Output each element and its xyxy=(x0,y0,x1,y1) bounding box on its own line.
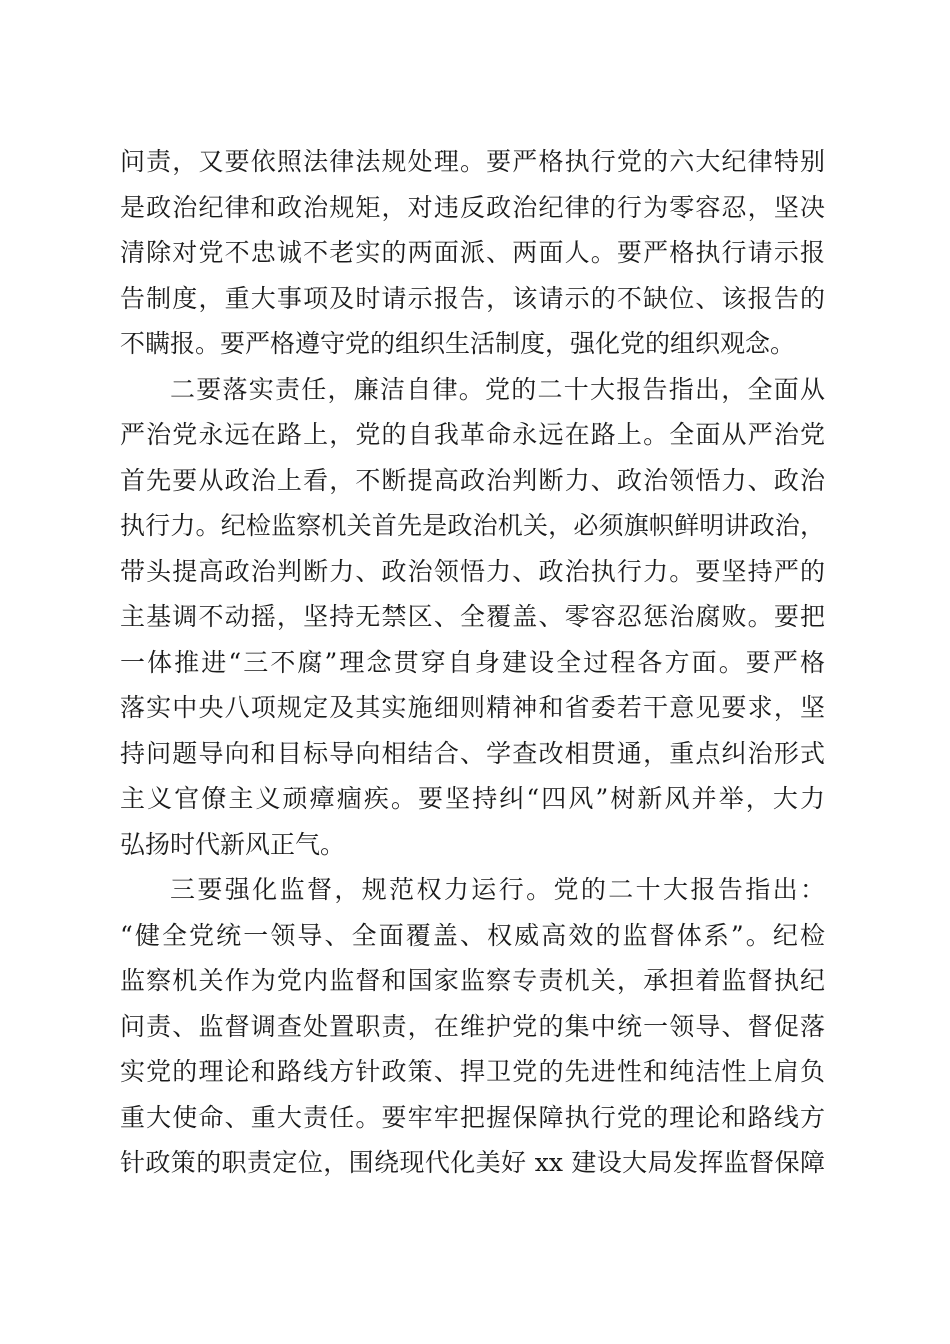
text-line: 落实中央八项规定及其实施细则精神和省委若干意见要求，坚 xyxy=(120,693,825,722)
text-line: 弘扬时代新风正气。 xyxy=(120,829,346,859)
text-line: 告制度，重大事项及时请示报告，该请示的不缺位、该报告的 xyxy=(120,283,825,313)
text-line: 二要落实责任，廉洁自律。党的二十大报告指出，全面从 xyxy=(170,374,825,404)
document-body xyxy=(120,139,825,1186)
text-line: 主义官僚主义顽瘴痼疾。要坚持纠“四风”树新风并举，大力 xyxy=(120,784,825,813)
text-line: 监察机关作为党内监督和国家监察专责机关，承担着监督执纪 xyxy=(120,966,825,995)
text-line: 实党的理论和路线方针政策、捍卫党的先进性和纯洁性上肩负 xyxy=(120,1057,825,1086)
text-line: 首先要从政治上看，不断提高政治判断力、政治领悟力、政治 xyxy=(120,465,825,495)
text-line: 针政策的职责定位，围绕现代化美好 xx 建设大局发挥监督保障 xyxy=(120,1148,825,1177)
text-line: 带头提高政治判断力、政治领悟力、政治执行力。要坚持严的 xyxy=(120,556,825,586)
text-line: 是政治纪律和政治规矩，对违反政治纪律的行为零容忍，坚决 xyxy=(120,192,825,222)
text-line: 重大使命、重大责任。要牢牢把握保障执行党的理论和路线方 xyxy=(120,1102,825,1132)
text-line: 清除对党不忠诚不老实的两面派、两面人。要严格执行请示报 xyxy=(120,238,825,267)
text-line: 问责，又要依照法律法规处理。要严格执行党的六大纪律特别 xyxy=(120,147,825,176)
text-line: 持问题导向和目标导向相结合、学查改相贯通，重点纠治形式 xyxy=(120,738,825,768)
text-line: 严治党永远在路上，党的自我革命永远在路上。全面从严治党 xyxy=(120,420,825,449)
text-line: 三要强化监督，规范权力运行。党的二十大报告指出： xyxy=(170,875,825,904)
text-line: 一体推进“三不腐”理念贯穿自身建设全过程各方面。要严格 xyxy=(120,647,825,677)
text-line: 问责、监督调查处置职责，在维护党的集中统一领导、督促落 xyxy=(120,1011,825,1041)
text-line: “健全党统一领导、全面覆盖、权威高效的监督体系”。纪检 xyxy=(120,920,825,950)
text-line: 执行力。纪检监察机关首先是政治机关，必须旗帜鲜明讲政治， xyxy=(120,511,825,540)
text-line: 不瞒报。要严格遵守党的组织生活制度，强化党的组织观念。 xyxy=(120,329,796,358)
text-line: 主基调不动摇，坚持无禁区、全覆盖、零容忍惩治腐败。要把 xyxy=(120,602,825,631)
